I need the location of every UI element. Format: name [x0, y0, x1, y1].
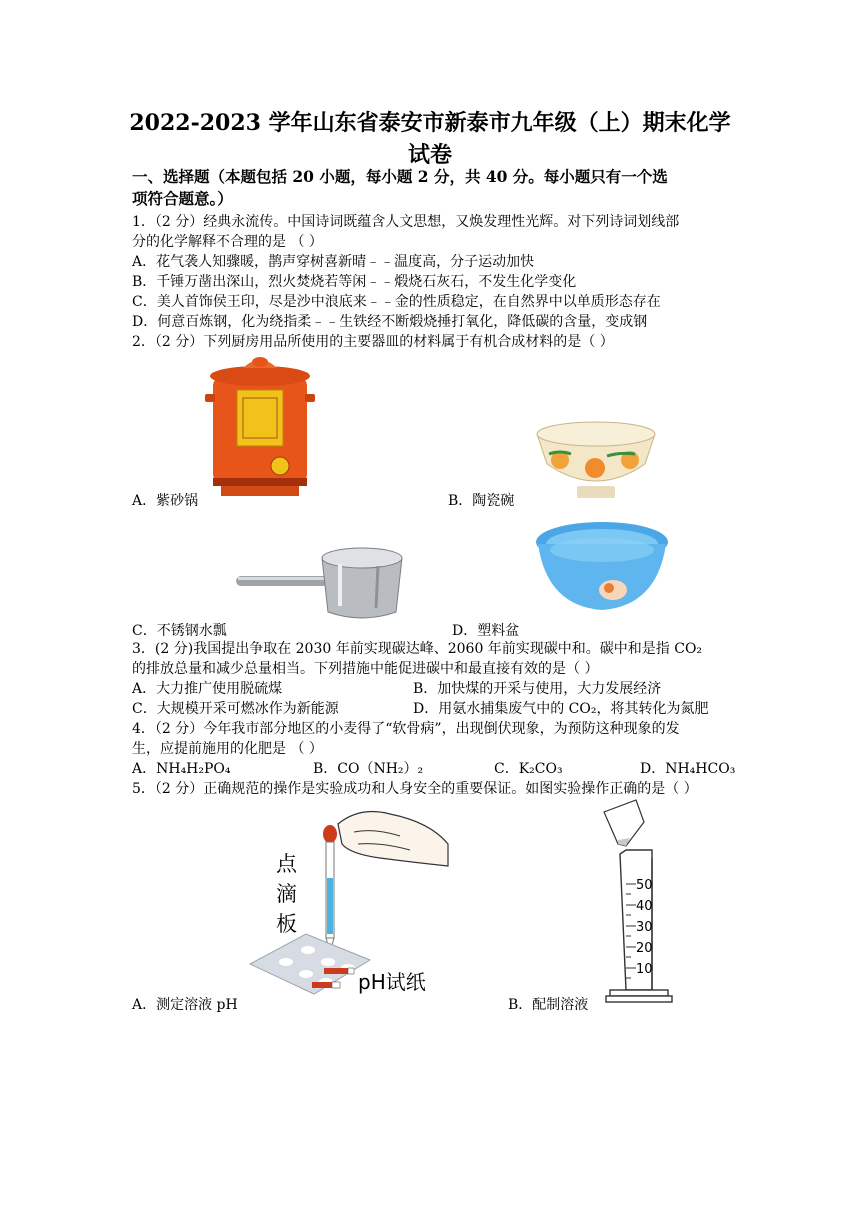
- q4-option-c: C．K₂CO₃: [494, 761, 563, 777]
- ph-strip-label: pH试纸: [358, 970, 426, 994]
- spot-plate-label-3: 板: [276, 912, 297, 936]
- q2-option-b: B．陶瓷碗: [448, 493, 515, 509]
- page-title-line1: 2022-2023 学年山东省泰安市新泰市九年级（上）期末化学: [129, 110, 731, 136]
- clay-pot-image: [205, 354, 315, 500]
- q3-option-d: D．用氨水捕集废气中的 CO₂，将其转化为氮肥: [413, 701, 709, 717]
- ceramic-bowl-image: [535, 420, 657, 502]
- plastic-basin-image: [535, 520, 669, 612]
- q5-option-b: B．配制溶液: [508, 997, 589, 1013]
- q3-option-a: A．大力推广使用脱硫煤: [132, 681, 283, 697]
- q1-option-a: A．花气袭人知骤暖，鹊声穿树喜新晴﹣﹣温度高，分子运动加快: [132, 254, 535, 270]
- q1-option-d: D．何意百炼钢，化为绕指柔﹣﹣生铁经不断煅烧捶打氧化，降低碳的含量，变成钢: [132, 314, 648, 330]
- q1-stem-line1: 1．（2 分）经典永流传。中国诗词既蕴含人文思想，又焕发理性光辉。对下列诗词划线部: [132, 214, 680, 230]
- q1-option-c: C．美人首饰侯王印，尽是沙中浪底来﹣﹣金的性质稳定，在自然界中以单质形态存在: [132, 294, 661, 310]
- q2-stem: 2．（2 分）下列厨房用品所使用的主要器皿的材料属于有机合成材料的是（ ）: [132, 334, 614, 350]
- cylinder-tick-label: 10: [636, 962, 653, 977]
- cylinder-scale: [636, 875, 653, 980]
- page-title-line2: 试卷: [407, 142, 452, 168]
- q5-option-a: A．测定溶液 pH: [132, 997, 238, 1013]
- q3-stem-line2: 的排放总量和减少总量相当。下列措施中能促进碳中和最直接有效的是（ ）: [132, 661, 599, 677]
- section-header-line2: 项符合题意。）: [132, 189, 233, 208]
- q4-stem-line1: 4．（2 分）今年我市部分地区的小麦得了“软骨病”，出现倒伏现象，为预防这种现象的发: [132, 721, 680, 737]
- q2-option-a: A．紫砂锅: [132, 493, 199, 509]
- q1-stem-line2: 分的化学解释不合理的是 （ ）: [132, 234, 323, 250]
- section-header-line1: 一、选择题（本题包括 20 小题，每小题 2 分，共 40 分。每小题只有一个选: [132, 167, 668, 186]
- steel-ladle-image: [236, 546, 406, 620]
- ph-test-figure: [250, 804, 450, 1002]
- spot-plate-label-2: 滴: [276, 882, 297, 906]
- measuring-cylinder-figure: [596, 800, 676, 1004]
- q3-option-c: C．大规模开采可燃冰作为新能源: [132, 701, 339, 717]
- q5-stem: 5．（2 分）正确规范的操作是实验成功和人身安全的重要保证。如图实验操作正确的是（ ）: [132, 781, 698, 797]
- q3-stem-line1: 3．(2 分)我国提出争取在 2030 年前实现碳达峰、2060 年前实现碳中和。碳中和是指 CO₂: [132, 641, 703, 657]
- spot-plate-label-1: 点: [276, 852, 297, 876]
- cylinder-tick-label: 30: [636, 920, 653, 935]
- q2-option-d: D．塑料盆: [452, 623, 520, 639]
- cylinder-tick-label: 40: [636, 899, 653, 914]
- q3-option-b: B．加快煤的开采与使用，大力发展经济: [413, 681, 662, 697]
- cylinder-tick-label: 50: [636, 878, 653, 893]
- cylinder-tick-label: 20: [636, 941, 653, 956]
- q1-option-b: B．千锤万凿出深山，烈火焚烧若等闲﹣﹣煅烧石灰石，不发生化学变化: [132, 274, 577, 290]
- q4-option-b: B．CO（NH₂）₂: [313, 761, 424, 777]
- q2-option-c: C．不锈钢水瓢: [132, 623, 227, 639]
- q4-stem-line2: 生，应提前施用的化肥是 （ ）: [132, 741, 323, 757]
- q4-option-a: A．NH₄H₂PO₄: [132, 761, 231, 777]
- q4-option-d: D．NH₄HCO₃: [640, 761, 736, 777]
